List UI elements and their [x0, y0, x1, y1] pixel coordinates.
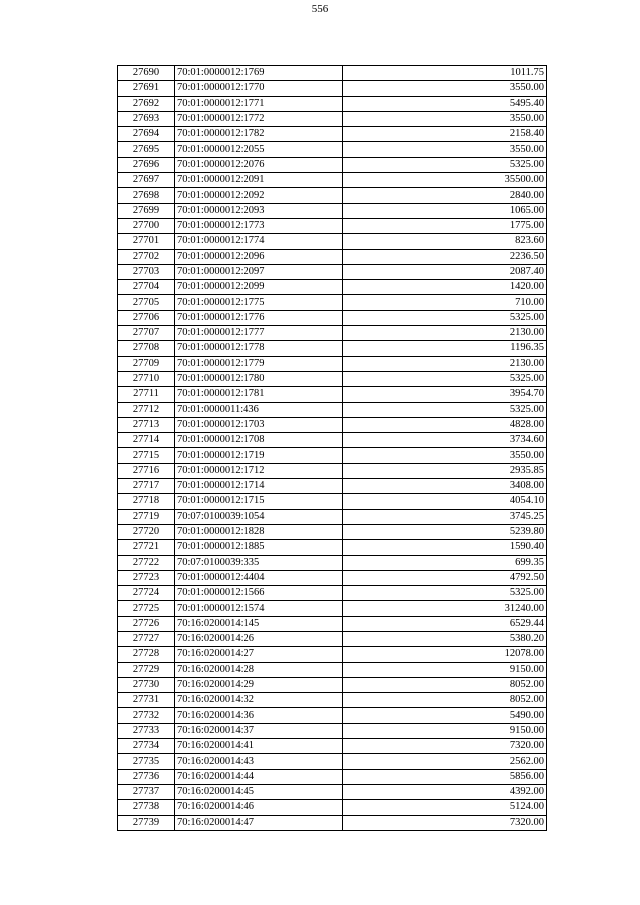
row-number-cell: 27718	[118, 494, 175, 509]
value-cell: 35500.00	[343, 173, 547, 188]
row-number-cell: 27733	[118, 723, 175, 738]
row-number-cell: 27717	[118, 479, 175, 494]
cadastral-number-cell: 70:01:0000012:1715	[175, 494, 343, 509]
value-cell: 1011.75	[343, 66, 547, 81]
cadastral-number-cell: 70:01:0000012:4404	[175, 570, 343, 585]
table-row	[118, 310, 547, 325]
value-cell: 5325.00	[343, 371, 547, 386]
value-cell: 5856.00	[343, 769, 547, 784]
table-row	[118, 479, 547, 494]
cadastral-number-cell: 70:01:0000012:1719	[175, 448, 343, 463]
value-cell: 9150.00	[343, 662, 547, 677]
cadastral-number-cell: 70:01:0000012:2093	[175, 203, 343, 218]
cadastral-number-cell: 70:01:0000012:1773	[175, 218, 343, 233]
cadastral-number-cell: 70:01:0000012:2097	[175, 264, 343, 279]
table-row	[118, 739, 547, 754]
cadastral-number-cell: 70:01:0000012:1885	[175, 540, 343, 555]
row-number-cell: 27732	[118, 708, 175, 723]
table-row	[118, 66, 547, 81]
table-row	[118, 81, 547, 96]
value-cell: 4792.50	[343, 570, 547, 585]
table-row	[118, 769, 547, 784]
table-row	[118, 356, 547, 371]
value-cell: 3745.25	[343, 509, 547, 524]
table-row	[118, 142, 547, 157]
row-number-cell: 27710	[118, 371, 175, 386]
value-cell: 5239.80	[343, 524, 547, 539]
row-number-cell: 27719	[118, 509, 175, 524]
cadastral-number-cell: 70:01:0000011:436	[175, 402, 343, 417]
row-number-cell: 27699	[118, 203, 175, 218]
value-cell: 7320.00	[343, 739, 547, 754]
cadastral-number-cell: 70:01:0000012:1574	[175, 601, 343, 616]
table-row	[118, 463, 547, 478]
row-number-cell: 27696	[118, 157, 175, 172]
row-number-cell: 27691	[118, 81, 175, 96]
cadastral-number-cell: 70:01:0000012:1828	[175, 524, 343, 539]
row-number-cell: 27695	[118, 142, 175, 157]
row-number-cell: 27736	[118, 769, 175, 784]
row-number-cell: 27692	[118, 96, 175, 111]
table-row	[118, 677, 547, 692]
row-number-cell: 27721	[118, 540, 175, 555]
value-cell: 1065.00	[343, 203, 547, 218]
table-row	[118, 96, 547, 111]
table-row	[118, 188, 547, 203]
table-row	[118, 784, 547, 799]
row-number-cell: 27716	[118, 463, 175, 478]
value-cell: 5325.00	[343, 157, 547, 172]
table-row	[118, 326, 547, 341]
cadastral-number-cell: 70:16:0200014:26	[175, 631, 343, 646]
value-cell: 699.35	[343, 555, 547, 570]
table-row	[118, 815, 547, 830]
cadastral-number-cell: 70:01:0000012:1771	[175, 96, 343, 111]
row-number-cell: 27709	[118, 356, 175, 371]
cadastral-number-cell: 70:16:0200014:43	[175, 754, 343, 769]
value-cell: 6529.44	[343, 616, 547, 631]
table-row	[118, 540, 547, 555]
table-row	[118, 218, 547, 233]
value-cell: 3954.70	[343, 387, 547, 402]
cadastral-number-cell: 70:16:0200014:37	[175, 723, 343, 738]
row-number-cell: 27706	[118, 310, 175, 325]
value-cell: 31240.00	[343, 601, 547, 616]
value-cell: 3550.00	[343, 81, 547, 96]
row-number-cell: 27702	[118, 249, 175, 264]
cadastral-number-cell: 70:16:0200014:46	[175, 800, 343, 815]
value-cell: 3734.60	[343, 433, 547, 448]
table-row	[118, 264, 547, 279]
cadastral-number-cell: 70:01:0000012:1703	[175, 417, 343, 432]
cadastral-number-cell: 70:01:0000012:1778	[175, 341, 343, 356]
cadastral-number-cell: 70:16:0200014:47	[175, 815, 343, 830]
table-row	[118, 234, 547, 249]
row-number-cell: 27697	[118, 173, 175, 188]
table-row	[118, 280, 547, 295]
table-row	[118, 127, 547, 142]
value-cell: 8052.00	[343, 693, 547, 708]
table-row	[118, 708, 547, 723]
row-number-cell: 27700	[118, 218, 175, 233]
table-row	[118, 341, 547, 356]
table-row	[118, 111, 547, 126]
row-number-cell: 27698	[118, 188, 175, 203]
table-row	[118, 647, 547, 662]
row-number-cell: 27713	[118, 417, 175, 432]
value-cell: 4392.00	[343, 784, 547, 799]
table-row	[118, 800, 547, 815]
cadastral-number-cell: 70:01:0000012:1782	[175, 127, 343, 142]
value-cell: 823.60	[343, 234, 547, 249]
table-row	[118, 494, 547, 509]
value-cell: 2130.00	[343, 326, 547, 341]
row-number-cell: 27730	[118, 677, 175, 692]
row-number-cell: 27724	[118, 586, 175, 601]
table-row	[118, 203, 547, 218]
value-cell: 12078.00	[343, 647, 547, 662]
value-cell: 2130.00	[343, 356, 547, 371]
table-row	[118, 387, 547, 402]
table-row	[118, 524, 547, 539]
registry-table-body	[118, 66, 547, 831]
value-cell: 4054.10	[343, 494, 547, 509]
cadastral-number-cell: 70:07:0100039:335	[175, 555, 343, 570]
table-row	[118, 417, 547, 432]
table-row	[118, 157, 547, 172]
table-row	[118, 402, 547, 417]
value-cell: 2840.00	[343, 188, 547, 203]
row-number-cell: 27704	[118, 280, 175, 295]
value-cell: 3550.00	[343, 142, 547, 157]
table-row	[118, 448, 547, 463]
table-row	[118, 555, 547, 570]
table-row	[118, 295, 547, 310]
row-number-cell: 27703	[118, 264, 175, 279]
cadastral-number-cell: 70:16:0200014:44	[175, 769, 343, 784]
table-row	[118, 249, 547, 264]
value-cell: 2935.85	[343, 463, 547, 478]
value-cell: 5124.00	[343, 800, 547, 815]
row-number-cell: 27714	[118, 433, 175, 448]
table-row	[118, 371, 547, 386]
table-row	[118, 601, 547, 616]
row-number-cell: 27731	[118, 693, 175, 708]
cadastral-number-cell: 70:01:0000012:2091	[175, 173, 343, 188]
value-cell: 2236.50	[343, 249, 547, 264]
value-cell: 1196.35	[343, 341, 547, 356]
table-row	[118, 616, 547, 631]
cadastral-number-cell: 70:01:0000012:2096	[175, 249, 343, 264]
row-number-cell: 27734	[118, 739, 175, 754]
value-cell: 5495.40	[343, 96, 547, 111]
cadastral-number-cell: 70:01:0000012:1776	[175, 310, 343, 325]
row-number-cell: 27722	[118, 555, 175, 570]
cadastral-number-cell: 70:16:0200014:36	[175, 708, 343, 723]
table-row	[118, 723, 547, 738]
value-cell: 3550.00	[343, 448, 547, 463]
table-row	[118, 173, 547, 188]
row-number-cell: 27738	[118, 800, 175, 815]
cadastral-number-cell: 70:16:0200014:27	[175, 647, 343, 662]
row-number-cell: 27711	[118, 387, 175, 402]
row-number-cell: 27715	[118, 448, 175, 463]
row-number-cell: 27728	[118, 647, 175, 662]
cadastral-number-cell: 70:01:0000012:1779	[175, 356, 343, 371]
table-row	[118, 754, 547, 769]
cadastral-number-cell: 70:16:0200014:145	[175, 616, 343, 631]
cadastral-number-cell: 70:16:0200014:41	[175, 739, 343, 754]
row-number-cell: 27726	[118, 616, 175, 631]
table-row	[118, 509, 547, 524]
cadastral-number-cell: 70:01:0000012:2076	[175, 157, 343, 172]
cadastral-number-cell: 70:01:0000012:2055	[175, 142, 343, 157]
cadastral-number-cell: 70:01:0000012:1780	[175, 371, 343, 386]
cadastral-number-cell: 70:01:0000012:1708	[175, 433, 343, 448]
cadastral-number-cell: 70:01:0000012:2092	[175, 188, 343, 203]
value-cell: 710.00	[343, 295, 547, 310]
cadastral-number-cell: 70:01:0000012:2099	[175, 280, 343, 295]
row-number-cell: 27737	[118, 784, 175, 799]
cadastral-number-cell: 70:16:0200014:28	[175, 662, 343, 677]
row-number-cell: 27725	[118, 601, 175, 616]
page-number: 556	[311, 3, 329, 15]
value-cell: 3550.00	[343, 111, 547, 126]
row-number-cell: 27739	[118, 815, 175, 830]
row-number-cell: 27694	[118, 127, 175, 142]
value-cell: 2087.40	[343, 264, 547, 279]
cadastral-number-cell: 70:01:0000012:1772	[175, 111, 343, 126]
cadastral-number-cell: 70:07:0100039:1054	[175, 509, 343, 524]
cadastral-number-cell: 70:01:0000012:1714	[175, 479, 343, 494]
row-number-cell: 27707	[118, 326, 175, 341]
value-cell: 5380.20	[343, 631, 547, 646]
table-row	[118, 662, 547, 677]
cadastral-number-cell: 70:01:0000012:1566	[175, 586, 343, 601]
row-number-cell: 27727	[118, 631, 175, 646]
value-cell: 4828.00	[343, 417, 547, 432]
table-row	[118, 570, 547, 585]
cadastral-number-cell: 70:01:0000012:1769	[175, 66, 343, 81]
registry-table	[117, 65, 547, 831]
row-number-cell: 27735	[118, 754, 175, 769]
value-cell: 5490.00	[343, 708, 547, 723]
row-number-cell: 27701	[118, 234, 175, 249]
row-number-cell: 27693	[118, 111, 175, 126]
cadastral-number-cell: 70:01:0000012:1781	[175, 387, 343, 402]
value-cell: 8052.00	[343, 677, 547, 692]
cadastral-number-cell: 70:01:0000012:1770	[175, 81, 343, 96]
value-cell: 2562.00	[343, 754, 547, 769]
cadastral-number-cell: 70:01:0000012:1774	[175, 234, 343, 249]
value-cell: 5325.00	[343, 586, 547, 601]
value-cell: 5325.00	[343, 310, 547, 325]
row-number-cell: 27705	[118, 295, 175, 310]
value-cell: 9150.00	[343, 723, 547, 738]
cadastral-number-cell: 70:16:0200014:45	[175, 784, 343, 799]
cadastral-number-cell: 70:16:0200014:29	[175, 677, 343, 692]
value-cell: 1775.00	[343, 218, 547, 233]
row-number-cell: 27723	[118, 570, 175, 585]
table-row	[118, 693, 547, 708]
cadastral-number-cell: 70:01:0000012:1777	[175, 326, 343, 341]
value-cell: 5325.00	[343, 402, 547, 417]
row-number-cell: 27690	[118, 66, 175, 81]
row-number-cell: 27720	[118, 524, 175, 539]
row-number-cell: 27729	[118, 662, 175, 677]
row-number-cell: 27712	[118, 402, 175, 417]
table-row	[118, 631, 547, 646]
value-cell: 7320.00	[343, 815, 547, 830]
value-cell: 1420.00	[343, 280, 547, 295]
row-number-cell: 27708	[118, 341, 175, 356]
cadastral-number-cell: 70:01:0000012:1712	[175, 463, 343, 478]
value-cell: 3408.00	[343, 479, 547, 494]
table-row	[118, 586, 547, 601]
cadastral-number-cell: 70:16:0200014:32	[175, 693, 343, 708]
value-cell: 2158.40	[343, 127, 547, 142]
value-cell: 1590.40	[343, 540, 547, 555]
table-row	[118, 433, 547, 448]
cadastral-number-cell: 70:01:0000012:1775	[175, 295, 343, 310]
